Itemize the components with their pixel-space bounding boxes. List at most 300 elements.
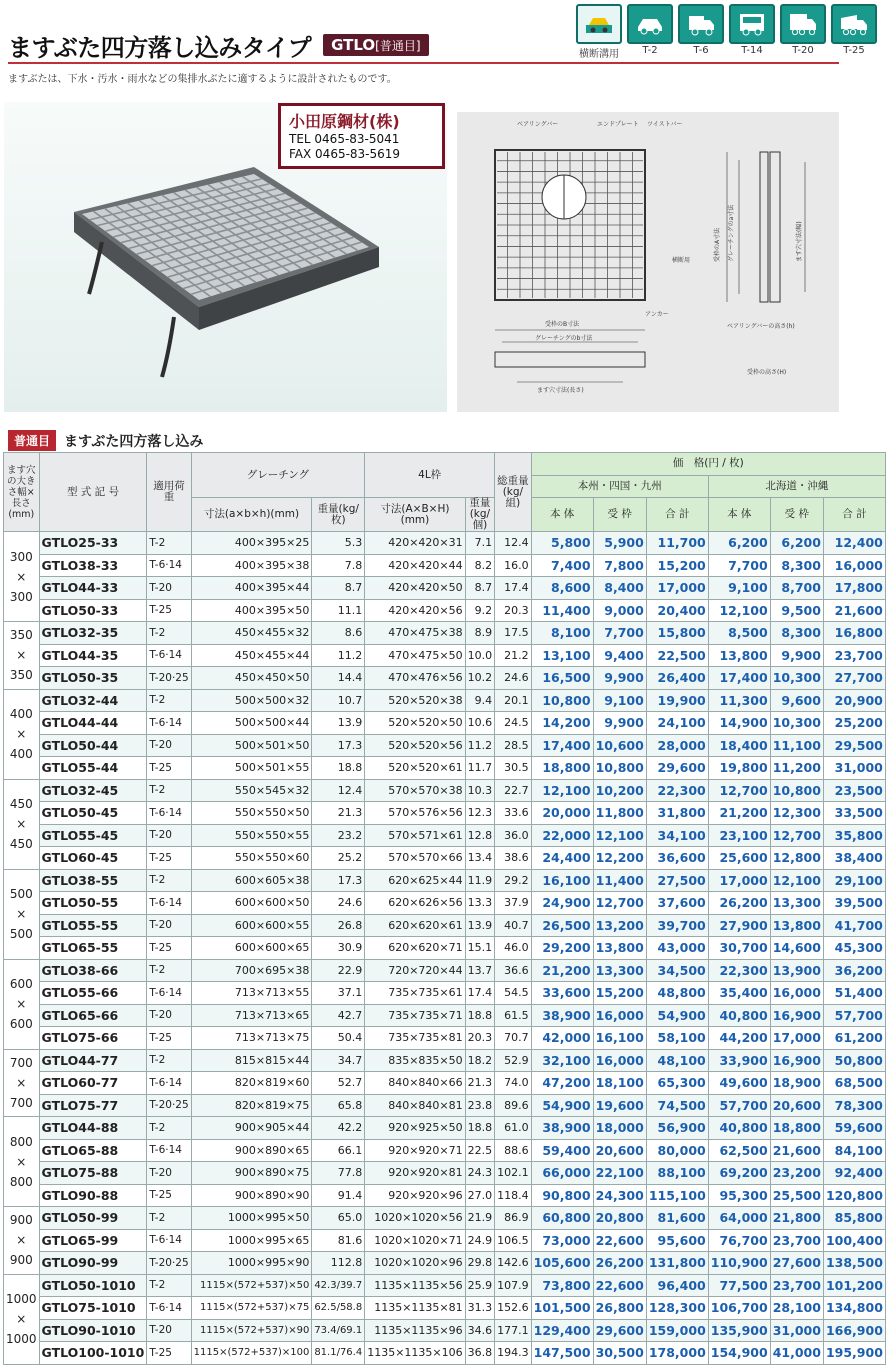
frame-weight: 10.2 [465, 667, 495, 690]
price-sum-1: 31,800 [646, 802, 708, 825]
price-frame-2: 10,800 [770, 779, 823, 802]
price-frame-2: 18,900 [770, 1072, 823, 1095]
price-sum-2: 33,500 [823, 802, 885, 825]
price-frame-1: 30,500 [593, 1342, 646, 1365]
price-sum-2: 17,800 [823, 577, 885, 600]
price-frame-2: 25,500 [770, 1184, 823, 1207]
frame-dim: 1020×1020×71 [365, 1229, 465, 1252]
label-grating-b: グレーチングのb寸法 [535, 335, 593, 342]
price-frame-2: 12,700 [770, 824, 823, 847]
table-row [4, 667, 886, 690]
price-frame-1: 26,200 [593, 1252, 646, 1275]
price-body-2: 18,400 [708, 734, 770, 757]
grating-weight: 65.0 [312, 1207, 365, 1230]
table-row [4, 599, 886, 622]
frame-dim: 720×720×44 [365, 959, 465, 982]
price-body-1: 73,800 [531, 1274, 593, 1297]
series-badge [323, 34, 428, 56]
price-body-2: 49,600 [708, 1072, 770, 1095]
grating-dim: 1000×995×90 [191, 1252, 312, 1275]
grating-weight: 65.8 [312, 1094, 365, 1117]
grating-dim: 400×395×38 [191, 554, 312, 577]
load-class: T-20 [147, 1162, 191, 1185]
price-sum-1: 24,100 [646, 712, 708, 735]
load-class: T-2 [147, 689, 191, 712]
size-cell: 1000 × 1000 [4, 1274, 40, 1364]
price-sum-2: 166,900 [823, 1319, 885, 1342]
total-weight: 36.6 [495, 959, 532, 982]
price-sum-2: 85,800 [823, 1207, 885, 1230]
bus-icon [729, 4, 775, 44]
frame-weight: 24.9 [465, 1229, 495, 1252]
grating-weight: 50.4 [312, 1027, 365, 1050]
price-sum-1: 48,800 [646, 982, 708, 1005]
load-class: T-2 [147, 959, 191, 982]
th-body-1: 本 体 [531, 498, 593, 532]
price-body-1: 20,000 [531, 802, 593, 825]
price-body-1: 38,900 [531, 1004, 593, 1027]
price-sum-1: 26,400 [646, 667, 708, 690]
model-code: GTLO60-45 [39, 847, 147, 870]
load-class: T-2 [147, 1207, 191, 1230]
table-row [4, 1004, 886, 1027]
grating-dim: 713×713×75 [191, 1027, 312, 1050]
price-sum-1: 96,400 [646, 1274, 708, 1297]
th-total: 総重量(kg/組) [495, 453, 532, 532]
price-frame-2: 23,200 [770, 1162, 823, 1185]
load-class: T-2 [147, 1117, 191, 1140]
price-body-2: 11,300 [708, 689, 770, 712]
price-frame-2: 20,600 [770, 1094, 823, 1117]
price-frame-1: 24,300 [593, 1184, 646, 1207]
total-weight: 102.1 [495, 1162, 532, 1185]
size-cell: 400 × 400 [4, 689, 40, 779]
price-frame-2: 11,100 [770, 734, 823, 757]
frame-weight: 9.4 [465, 689, 495, 712]
th-frame-dim: 寸法(A×B×H)(mm) [365, 498, 465, 532]
header-divider [8, 62, 839, 64]
total-weight: 36.0 [495, 824, 532, 847]
model-code: GTLO90-88 [39, 1184, 147, 1207]
table-row [4, 914, 886, 937]
grating-dim: 400×395×50 [191, 599, 312, 622]
price-sum-2: 12,400 [823, 532, 885, 555]
price-body-2: 40,800 [708, 1117, 770, 1140]
grating-weight: 81.1/76.4 [312, 1342, 365, 1365]
total-weight: 20.3 [495, 599, 532, 622]
model-code: GTLO32-44 [39, 689, 147, 712]
price-frame-1: 16,100 [593, 1027, 646, 1050]
table-row [4, 644, 886, 667]
grating-weight: 91.4 [312, 1184, 365, 1207]
price-sum-1: 34,500 [646, 959, 708, 982]
price-frame-2: 21,800 [770, 1207, 823, 1230]
price-body-2: 8,500 [708, 622, 770, 645]
price-body-2: 6,200 [708, 532, 770, 555]
price-sum-1: 19,900 [646, 689, 708, 712]
price-body-2: 106,700 [708, 1297, 770, 1320]
table-row [4, 734, 886, 757]
total-weight: 54.5 [495, 982, 532, 1005]
grating-weight: 42.7 [312, 1004, 365, 1027]
model-code: GTLO32-35 [39, 622, 147, 645]
frame-dim: 920×920×81 [365, 1162, 465, 1185]
price-body-1: 90,800 [531, 1184, 593, 1207]
load-icon-row [576, 4, 877, 60]
th-frame-p-1: 受 枠 [593, 498, 646, 532]
frame-dim: 520×520×38 [365, 689, 465, 712]
price-body-1: 16,500 [531, 667, 593, 690]
price-frame-2: 31,000 [770, 1319, 823, 1342]
th-frame-wt: 重量(kg/個) [465, 498, 495, 532]
load-label: T-20 [792, 45, 814, 56]
table-row [4, 1117, 886, 1140]
grating-weight: 18.8 [312, 757, 365, 780]
size-cell: 500 × 500 [4, 869, 40, 959]
frame-dim: 570×570×38 [365, 779, 465, 802]
grating-weight: 112.8 [312, 1252, 365, 1275]
load-class: T-6·14 [147, 554, 191, 577]
total-weight: 38.6 [495, 847, 532, 870]
frame-weight: 23.8 [465, 1094, 495, 1117]
frame-weight: 21.9 [465, 1207, 495, 1230]
price-sum-2: 51,400 [823, 982, 885, 1005]
total-weight: 142.6 [495, 1252, 532, 1275]
frame-weight: 24.3 [465, 1162, 495, 1185]
frame-dim: 920×920×71 [365, 1139, 465, 1162]
frame-weight: 18.2 [465, 1049, 495, 1072]
total-weight: 118.4 [495, 1184, 532, 1207]
frame-weight: 29.8 [465, 1252, 495, 1275]
total-weight: 17.4 [495, 577, 532, 600]
price-body-2: 64,000 [708, 1207, 770, 1230]
label-twist-bar: ツイストバー [647, 121, 683, 128]
price-body-2: 57,700 [708, 1094, 770, 1117]
total-weight: 52.9 [495, 1049, 532, 1072]
price-body-1: 129,400 [531, 1319, 593, 1342]
price-frame-1: 10,800 [593, 757, 646, 780]
price-sum-1: 65,300 [646, 1072, 708, 1095]
grating-weight: 77.8 [312, 1162, 365, 1185]
price-sum-2: 35,800 [823, 824, 885, 847]
price-sum-2: 25,200 [823, 712, 885, 735]
price-body-1: 24,900 [531, 892, 593, 915]
model-code: GTLO44-88 [39, 1117, 147, 1140]
grating-weight: 12.4 [312, 779, 365, 802]
model-code: GTLO65-55 [39, 937, 147, 960]
price-body-1: 8,600 [531, 577, 593, 600]
model-code: GTLO25-33 [39, 532, 147, 555]
price-frame-1: 22,600 [593, 1274, 646, 1297]
price-frame-1: 26,800 [593, 1297, 646, 1320]
model-code: GTLO65-88 [39, 1139, 147, 1162]
grating-weight: 8.6 [312, 622, 365, 645]
price-frame-1: 8,400 [593, 577, 646, 600]
price-sum-1: 17,000 [646, 577, 708, 600]
price-frame-2: 9,500 [770, 599, 823, 622]
price-sum-2: 20,900 [823, 689, 885, 712]
price-body-1: 147,500 [531, 1342, 593, 1365]
frame-weight: 13.7 [465, 959, 495, 982]
total-weight: 24.6 [495, 667, 532, 690]
model-code: GTLO75-66 [39, 1027, 147, 1050]
price-frame-1: 9,100 [593, 689, 646, 712]
price-frame-2: 23,700 [770, 1229, 823, 1252]
load-badge-T-2 [627, 4, 673, 60]
price-sum-2: 195,900 [823, 1342, 885, 1365]
price-body-2: 17,400 [708, 667, 770, 690]
price-body-1: 32,100 [531, 1049, 593, 1072]
price-frame-1: 18,000 [593, 1117, 646, 1140]
price-frame-2: 8,300 [770, 622, 823, 645]
size-cell: 900 × 900 [4, 1207, 40, 1275]
grating-dim: 550×550×60 [191, 847, 312, 870]
price-body-2: 62,500 [708, 1139, 770, 1162]
grating-dim: 900×890×90 [191, 1184, 312, 1207]
table-row [4, 1229, 886, 1252]
price-frame-1: 22,600 [593, 1229, 646, 1252]
company-fax: FAX 0465-83-5619 [289, 147, 401, 161]
price-body-1: 60,800 [531, 1207, 593, 1230]
load-label: T-25 [843, 45, 865, 56]
price-sum-2: 92,400 [823, 1162, 885, 1185]
table-row [4, 1319, 886, 1342]
car-icon [627, 4, 673, 44]
price-body-2: 19,800 [708, 757, 770, 780]
load-badge-横断溝用 [576, 4, 622, 60]
load-label: T-6 [693, 45, 709, 56]
frame-dim: 840×840×66 [365, 1072, 465, 1095]
diagram-drawing [457, 112, 839, 412]
price-sum-2: 23,700 [823, 644, 885, 667]
price-body-1: 21,200 [531, 959, 593, 982]
price-body-2: 25,600 [708, 847, 770, 870]
price-sum-1: 29,600 [646, 757, 708, 780]
grating-dim: 1115×(572+537)×100 [191, 1342, 312, 1365]
table-row [4, 1049, 886, 1072]
frame-dim: 420×420×44 [365, 554, 465, 577]
price-body-2: 22,300 [708, 959, 770, 982]
price-frame-2: 9,900 [770, 644, 823, 667]
grating-weight: 30.9 [312, 937, 365, 960]
company-tel: TEL 0465-83-5041 [289, 132, 400, 146]
frame-weight: 8.2 [465, 554, 495, 577]
frame-weight: 36.8 [465, 1342, 495, 1365]
frame-dim: 735×735×71 [365, 1004, 465, 1027]
th-frame-p-2: 受 枠 [770, 498, 823, 532]
th-size: ます穴の大きさ幅×長さ(mm) [4, 453, 40, 532]
dump-truck-icon [831, 4, 877, 44]
price-body-1: 26,500 [531, 914, 593, 937]
model-code: GTLO55-55 [39, 914, 147, 937]
table-row [4, 847, 886, 870]
price-frame-1: 10,200 [593, 779, 646, 802]
grating-weight: 7.8 [312, 554, 365, 577]
price-sum-1: 131,800 [646, 1252, 708, 1275]
total-weight: 16.0 [495, 554, 532, 577]
grating-dim: 600×600×55 [191, 914, 312, 937]
price-sum-1: 11,700 [646, 532, 708, 555]
price-body-2: 135,900 [708, 1319, 770, 1342]
price-sum-2: 61,200 [823, 1027, 885, 1050]
size-cell: 350 × 350 [4, 622, 40, 690]
frame-weight: 9.2 [465, 599, 495, 622]
load-class: T-20 [147, 824, 191, 847]
price-sum-1: 56,900 [646, 1117, 708, 1140]
total-weight: 28.5 [495, 734, 532, 757]
total-weight: 106.5 [495, 1229, 532, 1252]
model-code: GTLO44-44 [39, 712, 147, 735]
load-class: T-25 [147, 1027, 191, 1050]
table-row [4, 802, 886, 825]
price-frame-1: 9,000 [593, 599, 646, 622]
frame-dim: 570×576×56 [365, 802, 465, 825]
price-body-2: 12,100 [708, 599, 770, 622]
badge-code: GTLO [331, 36, 376, 54]
model-code: GTLO44-33 [39, 577, 147, 600]
grating-dim: 600×600×65 [191, 937, 312, 960]
grating-dim: 1115×(572+537)×75 [191, 1297, 312, 1320]
price-sum-1: 74,500 [646, 1094, 708, 1117]
table-row [4, 1184, 886, 1207]
th-body-2: 本 体 [708, 498, 770, 532]
table-row [4, 1162, 886, 1185]
model-code: GTLO50-44 [39, 734, 147, 757]
frame-weight: 13.3 [465, 892, 495, 915]
load-class: T-20·25 [147, 1252, 191, 1275]
description: ますぶたは、下水・汚水・雨水などの集排水ぶたに適するように設計されたものです。 [8, 74, 397, 85]
truck-large-icon [780, 4, 826, 44]
load-class: T-2 [147, 869, 191, 892]
grating-dim: 1000×995×65 [191, 1229, 312, 1252]
price-body-1: 59,400 [531, 1139, 593, 1162]
size-cell: 300 × 300 [4, 532, 40, 622]
frame-weight: 34.6 [465, 1319, 495, 1342]
load-class: T-25 [147, 757, 191, 780]
th-load: 適用荷重 [147, 453, 191, 532]
frame-dim: 420×420×56 [365, 599, 465, 622]
price-body-2: 40,800 [708, 1004, 770, 1027]
load-class: T-20·25 [147, 1094, 191, 1117]
price-frame-1: 9,900 [593, 667, 646, 690]
frame-weight: 10.6 [465, 712, 495, 735]
price-sum-1: 80,000 [646, 1139, 708, 1162]
price-body-2: 14,900 [708, 712, 770, 735]
size-cell: 800 × 800 [4, 1117, 40, 1207]
price-frame-1: 18,100 [593, 1072, 646, 1095]
frame-dim: 570×570×66 [365, 847, 465, 870]
table-row [4, 982, 886, 1005]
model-code: GTLO55-44 [39, 757, 147, 780]
frame-weight: 11.2 [465, 734, 495, 757]
price-body-1: 8,100 [531, 622, 593, 645]
price-sum-2: 138,500 [823, 1252, 885, 1275]
load-class: T-6·14 [147, 712, 191, 735]
price-body-1: 101,500 [531, 1297, 593, 1320]
price-sum-2: 27,700 [823, 667, 885, 690]
label-opening-width: ます穴寸法(幅) [796, 221, 803, 262]
price-frame-2: 12,800 [770, 847, 823, 870]
price-sum-2: 68,500 [823, 1072, 885, 1095]
price-sum-1: 159,000 [646, 1319, 708, 1342]
price-frame-2: 16,000 [770, 982, 823, 1005]
price-body-2: 27,900 [708, 914, 770, 937]
total-weight: 74.0 [495, 1072, 532, 1095]
price-frame-1: 7,700 [593, 622, 646, 645]
price-frame-2: 18,800 [770, 1117, 823, 1140]
load-class: T-25 [147, 847, 191, 870]
load-class: T-25 [147, 937, 191, 960]
total-weight: 177.1 [495, 1319, 532, 1342]
load-class: T-6·14 [147, 644, 191, 667]
price-sum-1: 95,600 [646, 1229, 708, 1252]
price-body-2: 7,700 [708, 554, 770, 577]
total-weight: 33.6 [495, 802, 532, 825]
price-body-2: 35,400 [708, 982, 770, 1005]
price-sum-2: 59,600 [823, 1117, 885, 1140]
frame-dim: 470×475×50 [365, 644, 465, 667]
frame-dim: 735×735×81 [365, 1027, 465, 1050]
price-body-1: 22,000 [531, 824, 593, 847]
grating-weight: 42.2 [312, 1117, 365, 1140]
grating-dim: 600×605×38 [191, 869, 312, 892]
load-class: T-20 [147, 914, 191, 937]
table-row [4, 1252, 886, 1275]
grating-dim: 900×890×65 [191, 1139, 312, 1162]
table-row [4, 622, 886, 645]
grating-weight: 23.2 [312, 824, 365, 847]
th-region-honshu: 本州・四国・九州 [531, 475, 708, 498]
price-sum-2: 41,700 [823, 914, 885, 937]
total-weight: 24.5 [495, 712, 532, 735]
label-frame-b: 受枠のB寸法 [545, 321, 580, 328]
frame-weight: 7.1 [465, 532, 495, 555]
price-frame-2: 9,600 [770, 689, 823, 712]
frame-weight: 21.3 [465, 1072, 495, 1095]
model-code: GTLO75-77 [39, 1094, 147, 1117]
price-body-1: 5,800 [531, 532, 593, 555]
table-row [4, 892, 886, 915]
frame-dim: 920×920×96 [365, 1184, 465, 1207]
load-class: T-6·14 [147, 1072, 191, 1095]
frame-weight: 12.8 [465, 824, 495, 847]
company-name: 小田原鋼材(株) [289, 112, 400, 131]
price-body-1: 38,900 [531, 1117, 593, 1140]
frame-weight: 11.9 [465, 869, 495, 892]
model-code: GTLO75-88 [39, 1162, 147, 1185]
price-body-2: 17,000 [708, 869, 770, 892]
price-sum-2: 84,100 [823, 1139, 885, 1162]
price-body-1: 16,100 [531, 869, 593, 892]
load-class: T-2 [147, 779, 191, 802]
price-sum-2: 16,000 [823, 554, 885, 577]
price-sum-1: 22,300 [646, 779, 708, 802]
grating-weight: 42.3/39.7 [312, 1274, 365, 1297]
th-grating: グレーチング [191, 453, 365, 498]
total-weight: 70.7 [495, 1027, 532, 1050]
load-class: T-20 [147, 577, 191, 600]
frame-weight: 13.9 [465, 914, 495, 937]
load-class: T-20 [147, 734, 191, 757]
price-sum-1: 88,100 [646, 1162, 708, 1185]
price-sum-2: 31,000 [823, 757, 885, 780]
table-row [4, 824, 886, 847]
price-sum-1: 36,600 [646, 847, 708, 870]
page-title: ますぶた四方落し込みタイプ [8, 33, 312, 62]
company-stamp [278, 103, 445, 169]
load-class: T-2 [147, 532, 191, 555]
grating-weight: 25.2 [312, 847, 365, 870]
